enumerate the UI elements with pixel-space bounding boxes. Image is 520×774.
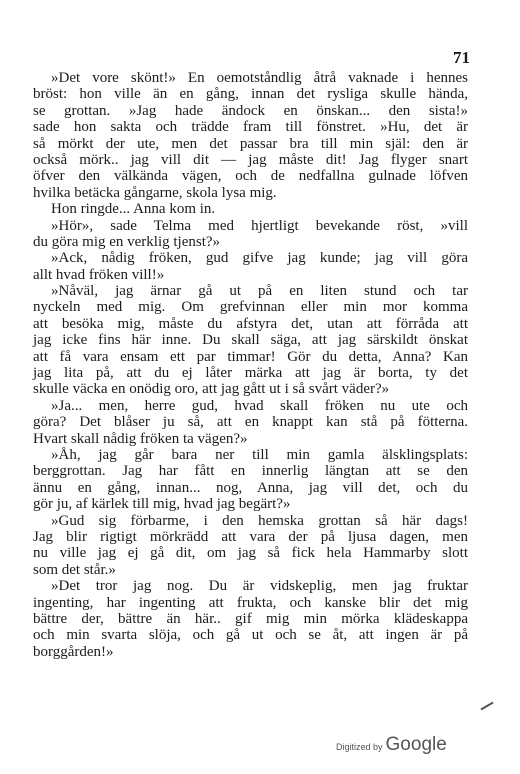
text-line: så mörkt der ute, men det passar bra till min själ: den är xyxy=(33,135,468,152)
text-line: Hvart skall nådig fröken ta vägen?» xyxy=(33,430,248,447)
text-line: ännu en gång, innan... nog, Anna, jag vill det, och du xyxy=(33,479,468,496)
text-line: hvilka betäcka gångarne, skola lysa mig. xyxy=(33,184,277,201)
text-line: »Det vore skönt!» En oemotståndlig åtrå vaknade i hennes xyxy=(51,70,468,86)
text-line: nu ville jag ej gå dit, om jag så fick hela Hammarby slott xyxy=(33,545,468,562)
text-line: göra? Det blåser ju så, att en knappt kan stå på fötterna. xyxy=(33,414,468,431)
text-line: nyckeln med mig. Om grefvinnan eller min mor komma xyxy=(33,299,468,316)
text-line: »Gud sig förbarme, i den hemska grottan så här dags! xyxy=(51,512,468,529)
text-line: »Nåväl, jag ärnar gå ut på en liten stund och tar xyxy=(51,283,468,300)
text-line: Hon ringde... Anna kom in. xyxy=(51,201,216,218)
text-line: gör ju, af kärlek till mig, hvad jag begärt?» xyxy=(33,496,291,513)
text-line: att besöka mig, måste du afstyra det, utan att förråda att xyxy=(33,315,468,332)
text-line: »Åh, jag går bara ner till min gamla älsklingsplats: xyxy=(51,446,468,463)
text-line: se grottan. »Jag hade ändock en önskan... den sista!» xyxy=(33,102,468,119)
digitized-by-watermark xyxy=(336,734,447,756)
scan-mark xyxy=(480,702,493,711)
text-line: och min svarta slöja, och gå ut och se åt, att ingen är på xyxy=(33,627,468,644)
text-line: öfver den välkända vägen, och de nedfallna gulnade löfven xyxy=(33,168,468,185)
text-line: »Ja... men, herre gud, hvad skall fröken nu ute och xyxy=(51,397,468,414)
text-line: berggrottan. Jag har fått en innerlig längtan att se den xyxy=(33,463,468,480)
text-line: »Ack, nådig fröken, gud gifve jag kunde; jag vill göra xyxy=(51,250,468,267)
text-line: som det står.» xyxy=(33,561,116,578)
text-line: att få vara ensam ett par timmar! Gör du detta, Anna? Kan xyxy=(33,348,468,365)
text-line: jag lita på, att du ej låter märka att jag är borta, ty det xyxy=(33,365,468,382)
text-line: Jag blir rigtigt mörkrädd att vara der på ljusa dagen, men xyxy=(33,528,468,545)
text-line: bättre der, bättre än här.. gif mig min mörka klädeskappa xyxy=(33,610,468,627)
text-line: borggården!» xyxy=(33,643,114,660)
text-line: ingenting, har ingenting att frukta, och kanske blir det mig xyxy=(33,594,468,611)
text-line: också mörk.. jag vill dit — jag måste dit! Jag flyger snart xyxy=(33,151,468,168)
text-line: du göra mig en verklig tjenst?» xyxy=(33,233,221,250)
text-line: »Hör», sade Telma med hjertligt bevekande röst, »vill xyxy=(51,217,468,234)
text-line: jag icke fins här inne. Du skall säga, att jag särskildt önskat xyxy=(33,332,468,349)
page-number: 71 xyxy=(453,48,470,67)
body-text xyxy=(33,70,468,660)
text-line: »Det tror jag nog. Du är vidskeplig, men jag fruktar xyxy=(51,578,468,595)
text-line: bröst: hon ville än en gång, innan det rysliga skulle hända, xyxy=(33,86,468,103)
text-line: allt hvad fröken vill!» xyxy=(33,266,165,283)
watermark-prefix: Digitized by xyxy=(336,742,383,752)
text-line: skulle väcka en onödig oro, att jag gått ut i så svårt väder?» xyxy=(33,381,390,398)
watermark-brand: Google xyxy=(385,734,447,755)
text-line: sade hon sakta och trädde fram till fönstret. »Hu, det är xyxy=(33,119,468,136)
